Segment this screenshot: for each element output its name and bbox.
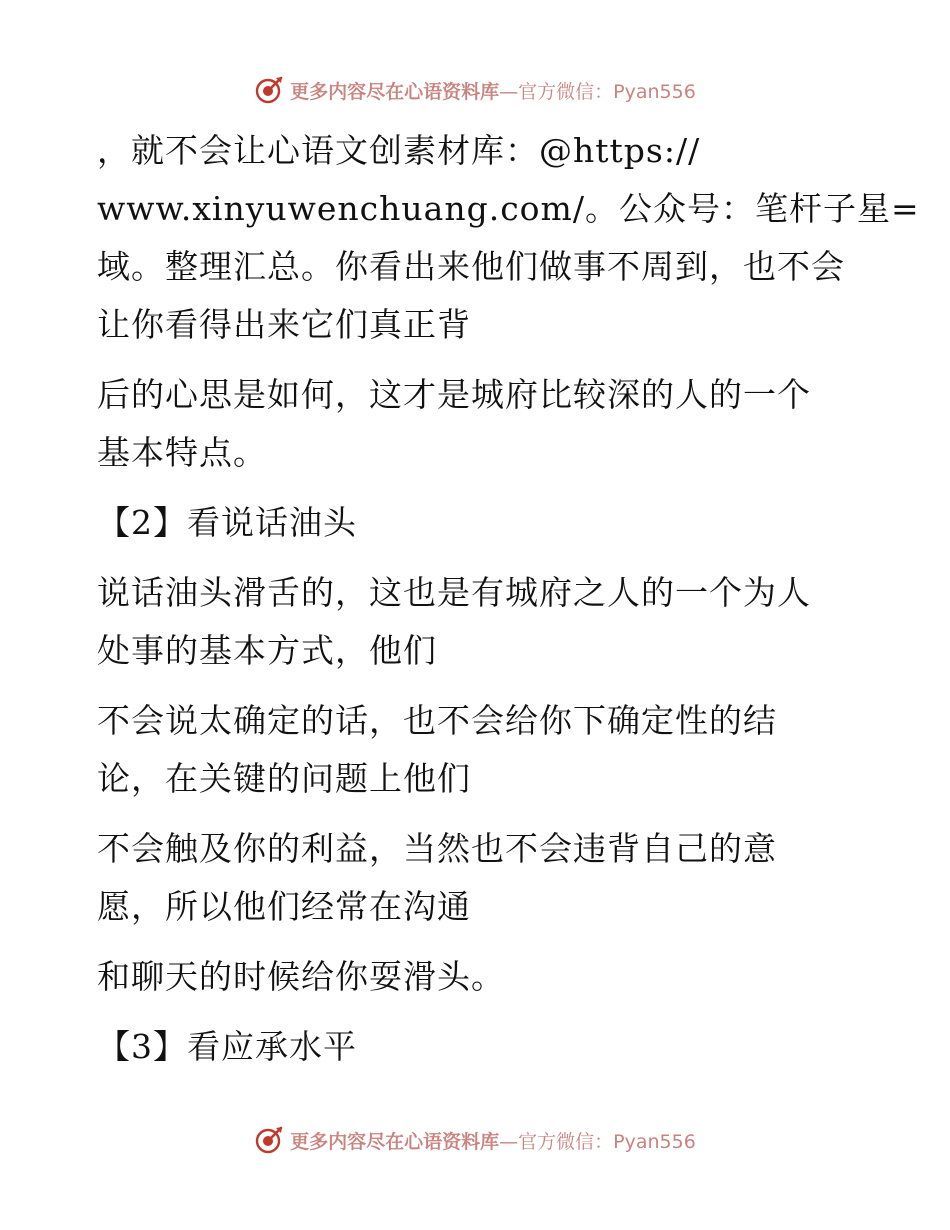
paragraph-line: 基本特点。 [97,433,267,472]
header-brand: 更多内容尽在心语资料库 [290,80,500,103]
quill-logo-icon [254,75,284,105]
header-wechat: 官方微信：Pyan556 [518,80,696,103]
paragraph-line: 论，在关键的问题上他们 [97,759,471,798]
paragraph-line: 愿，所以他们经常在沟通 [97,887,471,926]
footer-dash: — [499,1130,519,1153]
paragraph-6 [97,948,857,1006]
section-heading-2: 【2】看说话油头 [97,503,357,542]
paragraph-line: 和聊天的时候给你耍滑头。 [97,957,505,996]
paragraph-5 [97,820,857,936]
footer-brand: 更多内容尽在心语资料库 [290,1130,500,1153]
section-heading-3: 【3】看应承水平 [97,1027,357,1066]
paragraph-line: 说话油头滑舌的，这也是有城府之人的一个为人 [97,573,811,612]
paragraph-line: www.xinyuwenchuang.com/。公众号：笔杆子星= [97,189,920,228]
paragraph-2 [97,366,857,482]
paragraph-4 [97,692,857,808]
paragraph-line: 不会说太确定的话，也不会给你下确定性的结 [97,701,777,740]
footer-wechat: 官方微信：Pyan556 [518,1130,696,1153]
quill-logo-icon [254,1125,284,1155]
paragraph-line: 后的心思是如何，这才是城府比较深的人的一个 [97,375,811,414]
paragraph-line: 域。整理汇总。你看出来他们做事不周到，也不会 [97,247,845,286]
footer-banner [0,1120,950,1160]
paragraph-line: ，就不会让心语文创素材库：@https:// [97,131,701,170]
paragraph-line: 处事的基本方式，他们 [97,631,437,670]
footer-banner-text [290,1127,696,1154]
header-banner [0,70,950,110]
paragraph-3 [97,564,857,680]
header-banner-text [290,77,696,104]
header-dash: — [499,80,519,103]
paragraph-line: 让你看得出来它们真正背 [97,305,471,344]
paragraph-1 [97,122,920,354]
paragraph-line: 不会触及你的利益，当然也不会违背自己的意 [97,829,777,868]
document-body [97,122,920,1088]
